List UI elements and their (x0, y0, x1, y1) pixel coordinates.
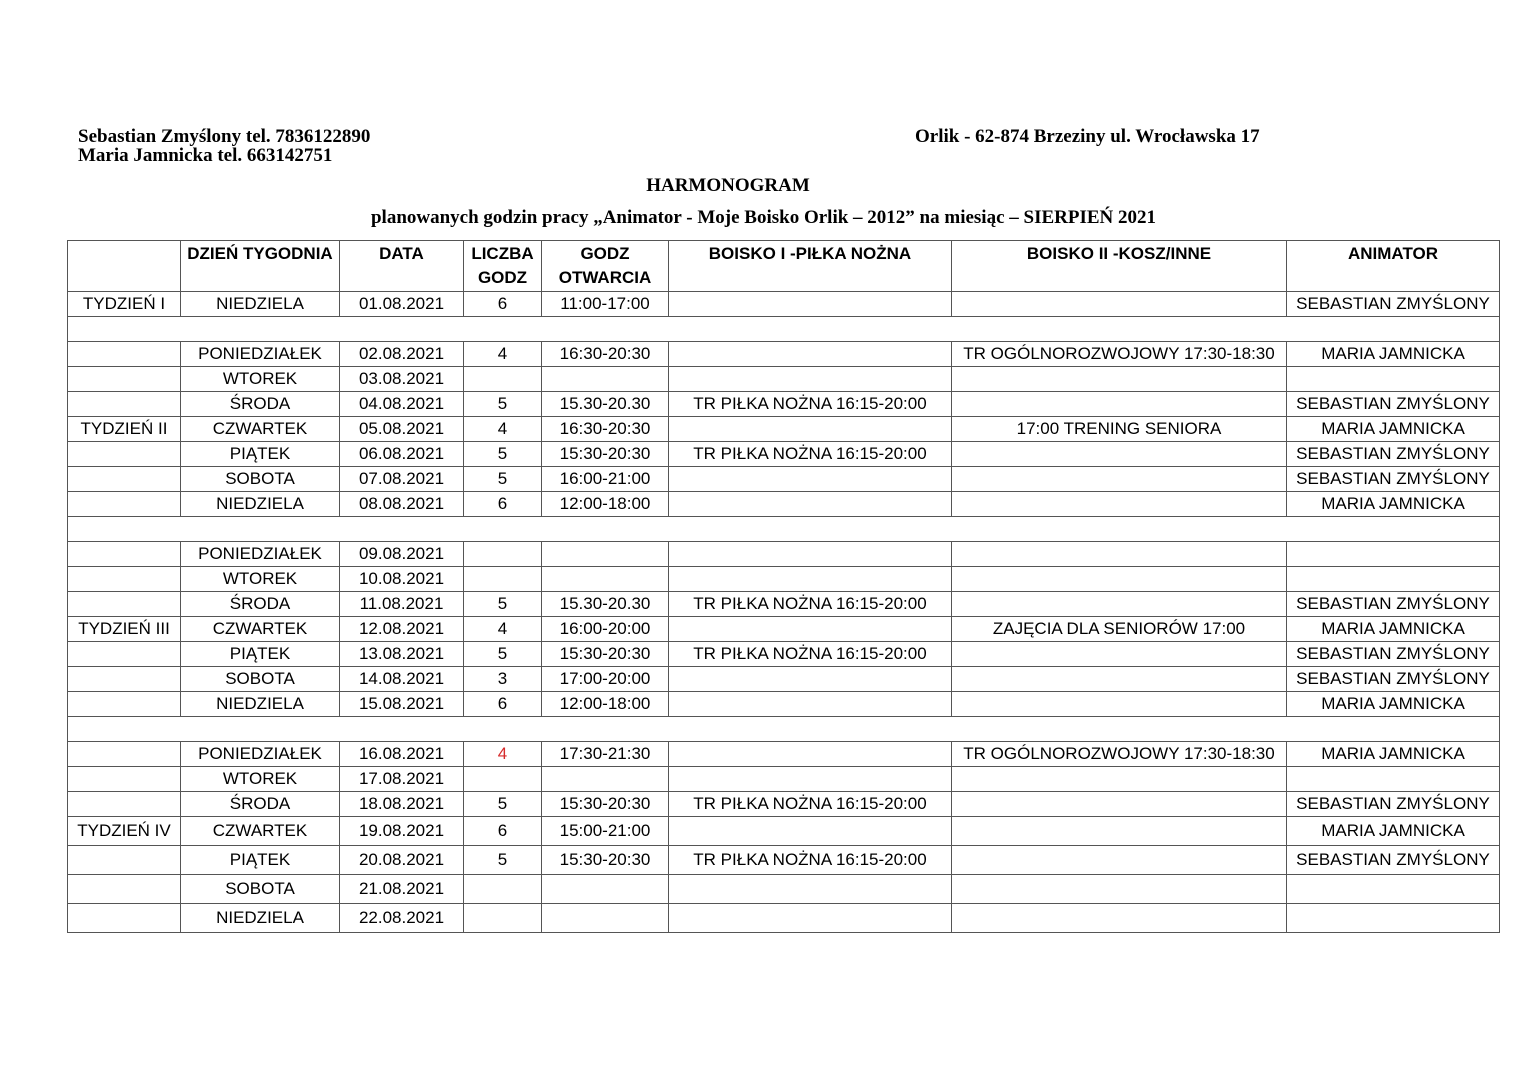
cell-date: 02.08.2021 (340, 342, 464, 367)
cell-day: WTOREK (181, 767, 340, 792)
cell-date: 20.08.2021 (340, 846, 464, 875)
cell-day: SOBOTA (181, 875, 340, 904)
document-subtitle: planowanych godzin pracy „Animator - Moje Boisko Orlik – 2012” na miesiąc – SIERPIEŃ 2021 (370, 207, 1157, 228)
cell-hours (464, 767, 542, 792)
table-row (68, 692, 1500, 717)
cell-animator: SEBASTIAN ZMYŚLONY (1287, 792, 1500, 817)
schedule-body (68, 292, 1500, 933)
cell-open: 16:30-20:30 (542, 342, 669, 367)
week-separator-row (68, 517, 1500, 542)
cell-day: NIEDZIELA (181, 904, 340, 933)
cell-open (542, 875, 669, 904)
cell-open: 11:00-17:00 (542, 292, 669, 317)
cell-field2 (952, 875, 1287, 904)
document-title: HARMONOGRAM (646, 175, 810, 196)
cell-date: 16.08.2021 (340, 742, 464, 767)
cell-open: 12:00-18:00 (542, 492, 669, 517)
cell-field1 (669, 467, 952, 492)
cell-field2 (952, 567, 1287, 592)
contact-sebastian: Sebastian Zmyślony tel. 7836122890 (78, 126, 371, 147)
cell-week (68, 667, 181, 692)
cell-field2: ZAJĘCIA DLA SENIORÓW 17:00 (952, 617, 1287, 642)
table-row (68, 367, 1500, 392)
cell-week (68, 875, 181, 904)
cell-day: PIĄTEK (181, 642, 340, 667)
cell-open: 15:00-21:00 (542, 817, 669, 846)
cell-field1 (669, 567, 952, 592)
table-row (68, 492, 1500, 517)
cell-animator (1287, 904, 1500, 933)
col-hours-header (464, 241, 542, 292)
cell-field2 (952, 367, 1287, 392)
cell-open: 15:30-20:30 (542, 792, 669, 817)
table-row (68, 617, 1500, 642)
cell-date: 07.08.2021 (340, 467, 464, 492)
cell-date: 19.08.2021 (340, 817, 464, 846)
col-hours-header-line1: LICZBA (471, 244, 534, 263)
cell-day: NIEDZIELA (181, 692, 340, 717)
cell-week (68, 767, 181, 792)
cell-date: 12.08.2021 (340, 617, 464, 642)
cell-hours: 6 (464, 292, 542, 317)
venue-address: Orlik - 62-874 Brzeziny ul. Wrocławska 17 (915, 126, 1260, 147)
cell-field1 (669, 817, 952, 846)
cell-open: 15:30-20:30 (542, 846, 669, 875)
cell-hours: 4 (464, 742, 542, 767)
cell-week: TYDZIEŃ IV (68, 817, 181, 846)
cell-animator (1287, 875, 1500, 904)
cell-day: PIĄTEK (181, 442, 340, 467)
cell-date: 05.08.2021 (340, 417, 464, 442)
schedule-table (67, 240, 1500, 933)
cell-open: 15.30-20.30 (542, 392, 669, 417)
week-separator-cell (68, 717, 1500, 742)
cell-animator (1287, 567, 1500, 592)
cell-field2 (952, 792, 1287, 817)
cell-animator: SEBASTIAN ZMYŚLONY (1287, 667, 1500, 692)
cell-field2 (952, 846, 1287, 875)
cell-day: ŚRODA (181, 392, 340, 417)
cell-field2 (952, 542, 1287, 567)
cell-day: WTOREK (181, 567, 340, 592)
cell-hours: 5 (464, 792, 542, 817)
cell-open: 15:30-20:30 (542, 442, 669, 467)
cell-hours: 4 (464, 342, 542, 367)
cell-hours: 5 (464, 442, 542, 467)
col-week-header (68, 241, 181, 292)
cell-animator: SEBASTIAN ZMYŚLONY (1287, 846, 1500, 875)
cell-field2 (952, 667, 1287, 692)
cell-hours: 5 (464, 846, 542, 875)
table-row (68, 342, 1500, 367)
cell-date: 11.08.2021 (340, 592, 464, 617)
col-field1-header: BOISKO I -PIŁKA NOŻNA (669, 241, 952, 292)
cell-date: 21.08.2021 (340, 875, 464, 904)
cell-animator: MARIA JAMNICKA (1287, 817, 1500, 846)
cell-field1 (669, 492, 952, 517)
cell-day: PIĄTEK (181, 846, 340, 875)
cell-hours: 5 (464, 467, 542, 492)
col-open-header (542, 241, 669, 292)
week-separator-row (68, 317, 1500, 342)
cell-field1 (669, 417, 952, 442)
table-row (68, 792, 1500, 817)
cell-week (68, 542, 181, 567)
table-row (68, 392, 1500, 417)
cell-hours: 4 (464, 417, 542, 442)
cell-animator: MARIA JAMNICKA (1287, 692, 1500, 717)
col-hours-header-line2: GODZ (477, 268, 528, 287)
cell-week (68, 592, 181, 617)
table-row (68, 417, 1500, 442)
cell-week (68, 467, 181, 492)
cell-date: 18.08.2021 (340, 792, 464, 817)
col-open-header-line1: GODZ (580, 244, 630, 263)
cell-date: 01.08.2021 (340, 292, 464, 317)
cell-field2 (952, 692, 1287, 717)
cell-open (542, 367, 669, 392)
cell-field1 (669, 742, 952, 767)
cell-day: PONIEDZIAŁEK (181, 342, 340, 367)
cell-open: 16:00-21:00 (542, 467, 669, 492)
table-row (68, 467, 1500, 492)
cell-hours (464, 542, 542, 567)
cell-week (68, 642, 181, 667)
cell-hours (464, 875, 542, 904)
cell-animator: MARIA JAMNICKA (1287, 617, 1500, 642)
cell-field2 (952, 442, 1287, 467)
cell-animator (1287, 542, 1500, 567)
table-row (68, 846, 1500, 875)
week-separator-row (68, 717, 1500, 742)
cell-date: 04.08.2021 (340, 392, 464, 417)
cell-field2: TR OGÓLNOROZWOJOWY 17:30-18:30 (952, 742, 1287, 767)
cell-date: 10.08.2021 (340, 567, 464, 592)
table-row (68, 542, 1500, 567)
cell-open (542, 767, 669, 792)
cell-date: 15.08.2021 (340, 692, 464, 717)
cell-open: 17:00-20:00 (542, 667, 669, 692)
cell-day: CZWARTEK (181, 617, 340, 642)
cell-animator: MARIA JAMNICKA (1287, 742, 1500, 767)
cell-animator (1287, 767, 1500, 792)
cell-hours: 3 (464, 667, 542, 692)
cell-date: 17.08.2021 (340, 767, 464, 792)
cell-day: SOBOTA (181, 667, 340, 692)
table-row (68, 742, 1500, 767)
cell-field2: 17:00 TRENING SENIORA (952, 417, 1287, 442)
cell-field1 (669, 692, 952, 717)
col-field2-header: BOISKO II -KOSZ/INNE (952, 241, 1287, 292)
cell-field2 (952, 904, 1287, 933)
contact-maria: Maria Jamnicka tel. 663142751 (78, 145, 333, 166)
cell-animator: SEBASTIAN ZMYŚLONY (1287, 642, 1500, 667)
cell-day: NIEDZIELA (181, 292, 340, 317)
table-row (68, 667, 1500, 692)
cell-animator: SEBASTIAN ZMYŚLONY (1287, 392, 1500, 417)
cell-field2 (952, 642, 1287, 667)
cell-animator: SEBASTIAN ZMYŚLONY (1287, 292, 1500, 317)
cell-open: 12:00-18:00 (542, 692, 669, 717)
cell-week (68, 392, 181, 417)
cell-date: 09.08.2021 (340, 542, 464, 567)
cell-week (68, 692, 181, 717)
cell-week: TYDZIEŃ III (68, 617, 181, 642)
table-header-row (68, 241, 1500, 292)
cell-field1 (669, 292, 952, 317)
cell-hours (464, 367, 542, 392)
cell-open: 17:30-21:30 (542, 742, 669, 767)
cell-field1 (669, 904, 952, 933)
cell-open: 15.30-20.30 (542, 592, 669, 617)
cell-field2 (952, 592, 1287, 617)
cell-field1: TR PIŁKA NOŻNA 16:15-20:00 (669, 792, 952, 817)
table-row (68, 292, 1500, 317)
cell-hours: 5 (464, 592, 542, 617)
cell-hours: 6 (464, 817, 542, 846)
week-separator-cell (68, 317, 1500, 342)
cell-open (542, 904, 669, 933)
col-open-header-line2: OTWARCIA (558, 268, 652, 287)
cell-date: 22.08.2021 (340, 904, 464, 933)
cell-field2 (952, 767, 1287, 792)
table-row (68, 567, 1500, 592)
table-row (68, 875, 1500, 904)
cell-day: SOBOTA (181, 467, 340, 492)
cell-day: CZWARTEK (181, 417, 340, 442)
cell-hours: 5 (464, 392, 542, 417)
cell-field1: TR PIŁKA NOŻNA 16:15-20:00 (669, 442, 952, 467)
cell-field1 (669, 342, 952, 367)
cell-hours: 4 (464, 617, 542, 642)
cell-field1 (669, 542, 952, 567)
cell-date: 08.08.2021 (340, 492, 464, 517)
cell-week (68, 567, 181, 592)
cell-day: CZWARTEK (181, 817, 340, 846)
cell-field2 (952, 492, 1287, 517)
cell-field2 (952, 467, 1287, 492)
col-day-header: DZIEŃ TYGODNIA (181, 241, 340, 292)
cell-animator (1287, 367, 1500, 392)
cell-field2 (952, 292, 1287, 317)
cell-animator: SEBASTIAN ZMYŚLONY (1287, 467, 1500, 492)
cell-day: ŚRODA (181, 792, 340, 817)
cell-field1: TR PIŁKA NOŻNA 16:15-20:00 (669, 592, 952, 617)
cell-day: PONIEDZIAŁEK (181, 742, 340, 767)
cell-open (542, 567, 669, 592)
cell-day: NIEDZIELA (181, 492, 340, 517)
cell-field2 (952, 392, 1287, 417)
cell-animator: SEBASTIAN ZMYŚLONY (1287, 442, 1500, 467)
table-row (68, 642, 1500, 667)
cell-animator: MARIA JAMNICKA (1287, 417, 1500, 442)
table-row (68, 592, 1500, 617)
cell-day: PONIEDZIAŁEK (181, 542, 340, 567)
cell-open (542, 542, 669, 567)
cell-day: WTOREK (181, 367, 340, 392)
cell-open: 15:30-20:30 (542, 642, 669, 667)
cell-animator: MARIA JAMNICKA (1287, 342, 1500, 367)
col-animator-header: ANIMATOR (1287, 241, 1500, 292)
cell-field2 (952, 817, 1287, 846)
cell-field1 (669, 367, 952, 392)
cell-field1: TR PIŁKA NOŻNA 16:15-20:00 (669, 642, 952, 667)
cell-field1 (669, 667, 952, 692)
cell-week (68, 846, 181, 875)
cell-hours: 5 (464, 642, 542, 667)
cell-field1 (669, 767, 952, 792)
cell-week (68, 792, 181, 817)
cell-hours: 6 (464, 492, 542, 517)
cell-open: 16:30-20:30 (542, 417, 669, 442)
cell-day: ŚRODA (181, 592, 340, 617)
cell-week: TYDZIEŃ II (68, 417, 181, 442)
table-row (68, 442, 1500, 467)
cell-field1 (669, 617, 952, 642)
table-row (68, 904, 1500, 933)
cell-date: 06.08.2021 (340, 442, 464, 467)
cell-date: 13.08.2021 (340, 642, 464, 667)
cell-field2: TR OGÓLNOROZWOJOWY 17:30-18:30 (952, 342, 1287, 367)
cell-date: 14.08.2021 (340, 667, 464, 692)
cell-field1 (669, 875, 952, 904)
cell-week (68, 367, 181, 392)
cell-week (68, 442, 181, 467)
table-row (68, 767, 1500, 792)
table-row (68, 817, 1500, 846)
cell-week: TYDZIEŃ I (68, 292, 181, 317)
cell-animator: MARIA JAMNICKA (1287, 492, 1500, 517)
col-date-header: DATA (340, 241, 464, 292)
cell-week (68, 742, 181, 767)
cell-hours: 6 (464, 692, 542, 717)
cell-hours (464, 904, 542, 933)
cell-hours (464, 567, 542, 592)
cell-week (68, 904, 181, 933)
cell-date: 03.08.2021 (340, 367, 464, 392)
cell-field1: TR PIŁKA NOŻNA 16:15-20:00 (669, 846, 952, 875)
cell-open: 16:00-20:00 (542, 617, 669, 642)
cell-week (68, 492, 181, 517)
cell-field1: TR PIŁKA NOŻNA 16:15-20:00 (669, 392, 952, 417)
cell-week (68, 342, 181, 367)
week-separator-cell (68, 517, 1500, 542)
cell-animator: SEBASTIAN ZMYŚLONY (1287, 592, 1500, 617)
